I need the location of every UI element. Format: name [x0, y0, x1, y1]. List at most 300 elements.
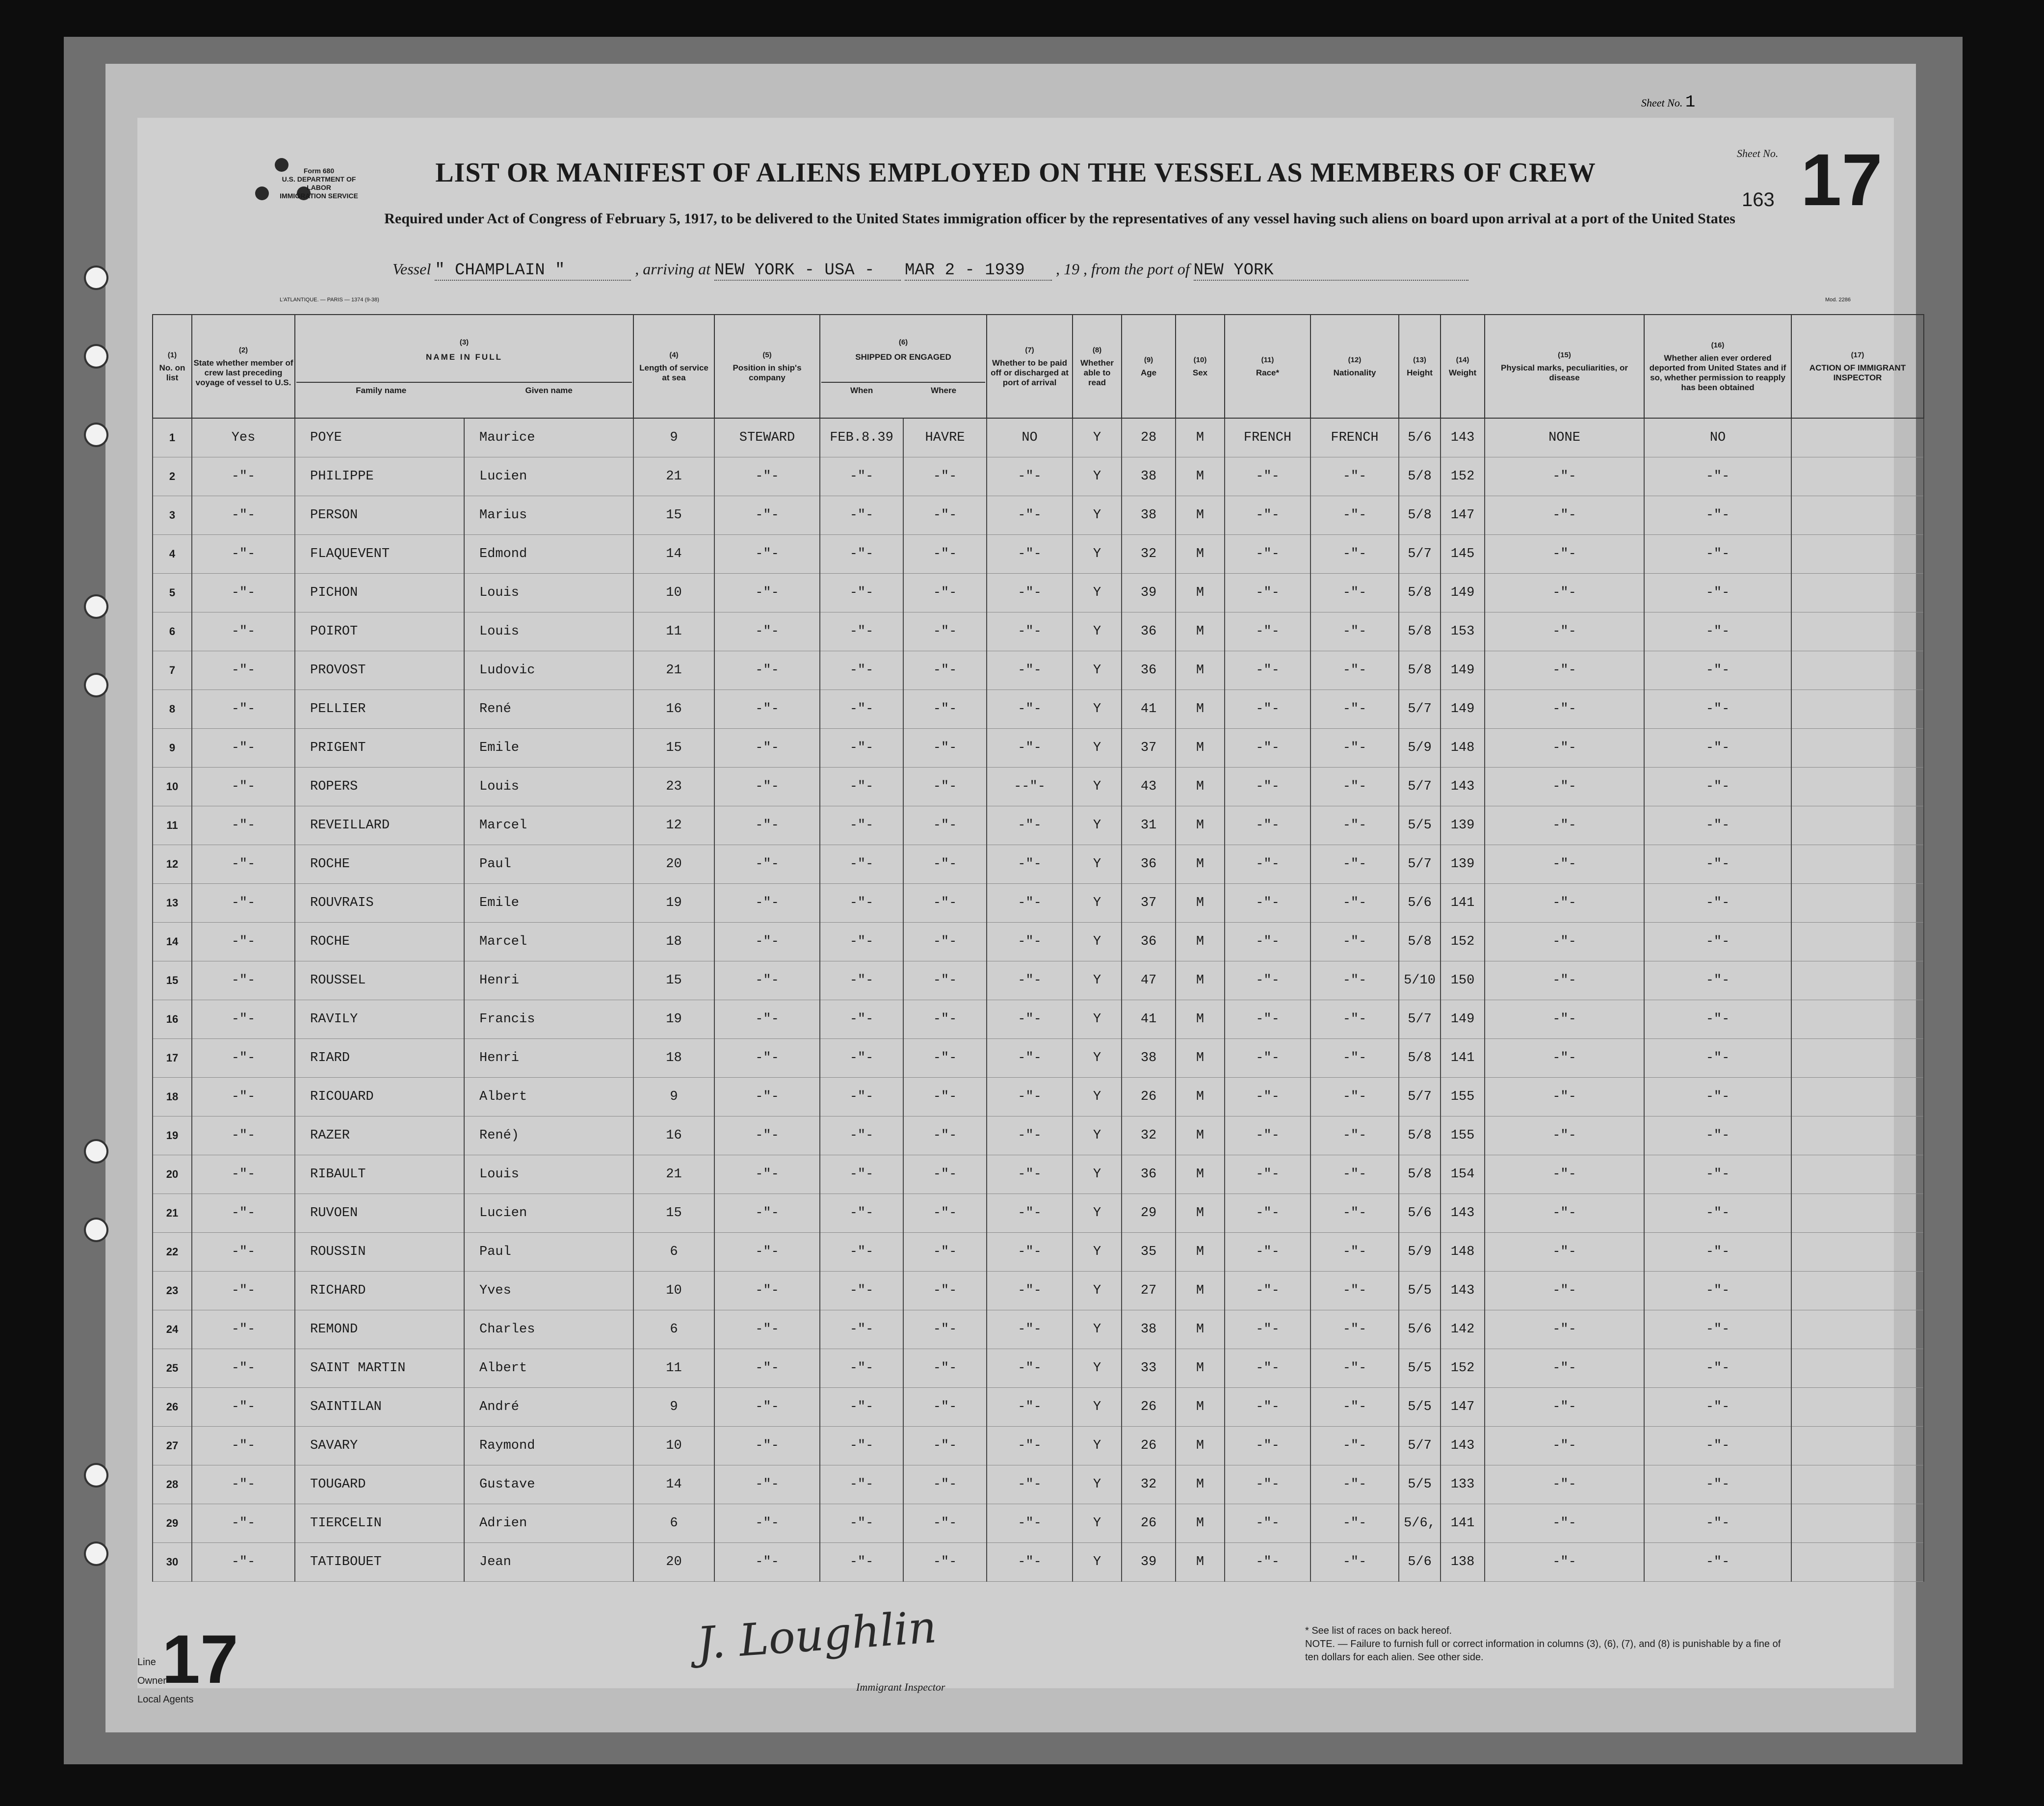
table-row — [153, 612, 1924, 651]
departure-port: NEW YORK — [1194, 261, 1468, 281]
position-cell: -"- — [714, 845, 820, 884]
age-cell: 26 — [1122, 1388, 1176, 1427]
races-note: * See list of races on back hereof. — [1305, 1625, 1452, 1636]
given-name-cell: Marius — [464, 496, 633, 535]
position-cell: -"- — [714, 457, 820, 496]
paid-off-cell: -"- — [987, 1310, 1073, 1349]
race-cell: -"- — [1225, 1543, 1310, 1582]
previous-voyage-cell: -"- — [192, 457, 295, 496]
position-cell: -"- — [714, 1039, 820, 1078]
service-length-cell: 21 — [633, 1155, 714, 1194]
inspector-action-cell — [1791, 1272, 1924, 1310]
height-cell: 5/8 — [1399, 612, 1441, 651]
sheet-number: Sheet No. — [1737, 147, 1779, 159]
table-row — [153, 1116, 1924, 1155]
family-name-cell: ROPERS — [295, 768, 464, 806]
paid-off-cell: -"- — [987, 574, 1073, 612]
service-length-cell: 14 — [633, 535, 714, 574]
service-length-cell: 11 — [633, 1349, 714, 1388]
sex-cell: M — [1176, 884, 1225, 923]
weight-cell: 149 — [1441, 690, 1485, 729]
weight-cell: 139 — [1441, 806, 1485, 845]
family-name-cell: PICHON — [295, 574, 464, 612]
deported-cell: -"- — [1644, 1388, 1791, 1427]
age-cell: 36 — [1122, 612, 1176, 651]
service-length-cell: 23 — [633, 768, 714, 806]
binder-hole — [86, 1465, 106, 1486]
manifest-page — [137, 118, 1906, 1705]
binder-hole — [86, 1141, 106, 1162]
race-cell: -"- — [1225, 1310, 1310, 1349]
position-cell: -"- — [714, 651, 820, 690]
table-row — [153, 923, 1924, 961]
physical-marks-cell: -"- — [1485, 1504, 1644, 1543]
sex-cell: M — [1176, 1388, 1225, 1427]
inspector-action-cell — [1791, 1388, 1924, 1427]
shipped-where-cell: -"- — [903, 1465, 987, 1504]
row-number-cell: 12 — [153, 845, 192, 884]
binder-hole — [86, 596, 106, 617]
inspector-action-cell — [1791, 1504, 1924, 1543]
physical-marks-cell: -"- — [1485, 845, 1644, 884]
race-cell: -"- — [1225, 1504, 1310, 1543]
shipped-where-cell: -"- — [903, 1427, 987, 1465]
race-cell: -"- — [1225, 1427, 1310, 1465]
sex-cell: M — [1176, 768, 1225, 806]
able-to-read-cell: Y — [1073, 1349, 1122, 1388]
table-row — [153, 845, 1924, 884]
col-no-header: (1) No. on list — [153, 315, 192, 418]
table-row — [153, 418, 1924, 457]
previous-voyage-cell: -"- — [192, 574, 295, 612]
inspector-action-cell — [1791, 923, 1924, 961]
col-previous-voyage-header: (2) State whether member of crew last preceding voyage of vessel to U.S. — [192, 315, 295, 418]
physical-marks-cell: -"- — [1485, 457, 1644, 496]
inspector-action-cell — [1791, 1039, 1924, 1078]
nationality-cell: -"- — [1310, 1310, 1399, 1349]
binder-hole — [86, 346, 106, 367]
age-cell: 39 — [1122, 1543, 1176, 1582]
physical-marks-cell: -"- — [1485, 496, 1644, 535]
race-cell: -"- — [1225, 1155, 1310, 1194]
height-cell: 5/10 — [1399, 961, 1441, 1000]
row-number-cell: 9 — [153, 729, 192, 768]
weight-cell: 150 — [1441, 961, 1485, 1000]
physical-marks-cell: -"- — [1485, 574, 1644, 612]
paid-off-cell: -"- — [987, 457, 1073, 496]
paid-off-cell: -"- — [987, 1000, 1073, 1039]
weight-cell: 155 — [1441, 1116, 1485, 1155]
deported-cell: -"- — [1644, 1504, 1791, 1543]
service-length-cell: 15 — [633, 496, 714, 535]
physical-marks-cell: -"- — [1485, 1233, 1644, 1272]
paid-off-cell: -"- — [987, 845, 1073, 884]
weight-cell: 148 — [1441, 729, 1485, 768]
table-row — [153, 1194, 1924, 1233]
height-cell: 5/7 — [1399, 535, 1441, 574]
physical-marks-cell: -"- — [1485, 1155, 1644, 1194]
sex-cell: M — [1176, 574, 1225, 612]
shipped-where-cell: -"- — [903, 690, 987, 729]
position-cell: -"- — [714, 1116, 820, 1155]
height-cell: 5/9 — [1399, 729, 1441, 768]
service-length-cell: 11 — [633, 612, 714, 651]
given-name-cell: René — [464, 690, 633, 729]
footer-sheet-stamp: 17 — [162, 1620, 238, 1698]
weight-cell: 149 — [1441, 651, 1485, 690]
nationality-cell: -"- — [1310, 923, 1399, 961]
shipped-where-cell: -"- — [903, 574, 987, 612]
race-cell: -"- — [1225, 845, 1310, 884]
physical-marks-cell: -"- — [1485, 1116, 1644, 1155]
paid-off-cell: -"- — [987, 1427, 1073, 1465]
previous-voyage-cell: -"- — [192, 729, 295, 768]
col-read-header: (8) Whether able to read — [1073, 315, 1122, 418]
paid-off-cell: -"- — [987, 1039, 1073, 1078]
family-name-header: Family name — [356, 385, 407, 395]
race-cell: -"- — [1225, 690, 1310, 729]
able-to-read-cell: Y — [1073, 1543, 1122, 1582]
service-length-cell: 19 — [633, 1000, 714, 1039]
crew-rows — [153, 418, 1924, 1582]
shipped-when-cell: -"- — [820, 1504, 903, 1543]
shipped-where-cell: -"- — [903, 457, 987, 496]
service-length-cell: 21 — [633, 651, 714, 690]
shipped-when-cell: FEB.8.39 — [820, 418, 903, 457]
given-name-cell: Paul — [464, 1233, 633, 1272]
row-number-cell: 11 — [153, 806, 192, 845]
previous-voyage-cell: -"- — [192, 1388, 295, 1427]
nationality-cell: -"- — [1310, 690, 1399, 729]
shipped-when-cell: -"- — [820, 845, 903, 884]
sex-cell: M — [1176, 806, 1225, 845]
shipped-where-cell: -"- — [903, 1388, 987, 1427]
owner-label: Owner — [137, 1675, 166, 1686]
able-to-read-cell: Y — [1073, 884, 1122, 923]
previous-voyage-cell: -"- — [192, 1194, 295, 1233]
paid-off-cell: -"- — [987, 1155, 1073, 1194]
race-cell: -"- — [1225, 1465, 1310, 1504]
inspector-action-cell — [1791, 651, 1924, 690]
shipped-when-cell: -"- — [820, 923, 903, 961]
given-name-cell: André — [464, 1388, 633, 1427]
binder-hole — [86, 1543, 106, 1564]
age-cell: 26 — [1122, 1504, 1176, 1543]
shipped-where-cell: -"- — [903, 1349, 987, 1388]
row-number-cell: 20 — [153, 1155, 192, 1194]
service-length-cell: 20 — [633, 1543, 714, 1582]
inspector-action-cell — [1791, 1116, 1924, 1155]
able-to-read-cell: Y — [1073, 1427, 1122, 1465]
deported-cell: -"- — [1644, 884, 1791, 923]
position-cell: -"- — [714, 535, 820, 574]
paid-off-cell: -"- — [987, 729, 1073, 768]
family-name-cell: TIERCELIN — [295, 1504, 464, 1543]
table-row — [153, 1388, 1924, 1427]
nationality-cell: -"- — [1310, 612, 1399, 651]
table-row — [153, 1504, 1924, 1543]
nationality-cell: -"- — [1310, 1000, 1399, 1039]
able-to-read-cell: Y — [1073, 768, 1122, 806]
able-to-read-cell: Y — [1073, 1039, 1122, 1078]
previous-voyage-cell: -"- — [192, 1465, 295, 1504]
family-name-cell: RICOUARD — [295, 1078, 464, 1116]
physical-marks-cell: -"- — [1485, 923, 1644, 961]
height-cell: 5/5 — [1399, 806, 1441, 845]
sex-cell: M — [1176, 923, 1225, 961]
given-name-cell: Louis — [464, 1155, 633, 1194]
binder-hole — [86, 1220, 106, 1240]
shipped-where-cell: -"- — [903, 884, 987, 923]
table-row — [153, 1427, 1924, 1465]
given-name-cell: René) — [464, 1116, 633, 1155]
paid-off-cell: -"- — [987, 690, 1073, 729]
row-number-cell: 5 — [153, 574, 192, 612]
race-cell: -"- — [1225, 768, 1310, 806]
given-name-cell: Francis — [464, 1000, 633, 1039]
height-cell: 5/8 — [1399, 1039, 1441, 1078]
footer-notes — [1305, 1624, 1796, 1664]
sex-cell: M — [1176, 1039, 1225, 1078]
row-number-cell: 30 — [153, 1543, 192, 1582]
able-to-read-cell: Y — [1073, 1194, 1122, 1233]
binder-hole — [86, 267, 106, 288]
race-cell: -"- — [1225, 1078, 1310, 1116]
race-cell: -"- — [1225, 806, 1310, 845]
inspector-action-cell — [1791, 1194, 1924, 1233]
physical-marks-cell: -"- — [1485, 651, 1644, 690]
age-cell: 33 — [1122, 1349, 1176, 1388]
table-row — [153, 574, 1924, 612]
age-cell: 36 — [1122, 923, 1176, 961]
able-to-read-cell: Y — [1073, 729, 1122, 768]
service-length-cell: 20 — [633, 845, 714, 884]
height-cell: 5/7 — [1399, 1000, 1441, 1039]
inspector-action-cell — [1791, 1310, 1924, 1349]
physical-marks-cell: -"- — [1485, 690, 1644, 729]
position-cell: -"- — [714, 1155, 820, 1194]
height-cell: 5/8 — [1399, 457, 1441, 496]
service-length-cell: 6 — [633, 1310, 714, 1349]
age-cell: 28 — [1122, 418, 1176, 457]
age-cell: 41 — [1122, 1000, 1176, 1039]
position-cell: -"- — [714, 1310, 820, 1349]
deported-cell: -"- — [1644, 1233, 1791, 1272]
deported-cell: -"- — [1644, 651, 1791, 690]
deported-cell: -"- — [1644, 729, 1791, 768]
service-length-cell: 9 — [633, 1078, 714, 1116]
header-row — [153, 315, 1924, 418]
sex-cell: M — [1176, 1000, 1225, 1039]
previous-voyage-cell: -"- — [192, 1427, 295, 1465]
nationality-cell: -"- — [1310, 768, 1399, 806]
nationality-cell: -"- — [1310, 1465, 1399, 1504]
family-name-cell: ROUSSIN — [295, 1233, 464, 1272]
race-cell: -"- — [1225, 961, 1310, 1000]
weight-cell: 143 — [1441, 1272, 1485, 1310]
race-cell: -"- — [1225, 1116, 1310, 1155]
able-to-read-cell: Y — [1073, 1272, 1122, 1310]
shipped-where-cell: -"- — [903, 923, 987, 961]
physical-marks-cell: -"- — [1485, 1194, 1644, 1233]
shipped-when-cell: -"- — [820, 1194, 903, 1233]
inspector-action-cell — [1791, 729, 1924, 768]
col-sex-header: (10) Sex — [1176, 315, 1225, 418]
col-nationality-header: (12) Nationality — [1310, 315, 1399, 418]
shipped-where-cell: -"- — [903, 768, 987, 806]
physical-marks-cell: -"- — [1485, 1388, 1644, 1427]
physical-marks-cell: -"- — [1485, 612, 1644, 651]
service-length-cell: 16 — [633, 690, 714, 729]
height-cell: 5/8 — [1399, 574, 1441, 612]
shipped-where-cell: -"- — [903, 1116, 987, 1155]
shipped-where-cell: -"- — [903, 496, 987, 535]
shipped-when-cell: -"- — [820, 1310, 903, 1349]
row-number-cell: 16 — [153, 1000, 192, 1039]
height-cell: 5/7 — [1399, 845, 1441, 884]
service-length-cell: 15 — [633, 961, 714, 1000]
previous-voyage-cell: -"- — [192, 923, 295, 961]
height-cell: 5/6 — [1399, 418, 1441, 457]
service-length-cell: 15 — [633, 729, 714, 768]
row-number-cell: 21 — [153, 1194, 192, 1233]
row-number-cell: 4 — [153, 535, 192, 574]
age-cell: 26 — [1122, 1427, 1176, 1465]
shipped-where-cell: -"- — [903, 729, 987, 768]
col-position-header: (5) Position in ship's company — [714, 315, 820, 418]
given-name-cell: Henri — [464, 961, 633, 1000]
able-to-read-cell: Y — [1073, 845, 1122, 884]
nationality-cell: -"- — [1310, 1078, 1399, 1116]
weight-cell: 139 — [1441, 845, 1485, 884]
weight-cell: 155 — [1441, 1078, 1485, 1116]
sex-cell: M — [1176, 496, 1225, 535]
sex-cell: M — [1176, 1272, 1225, 1310]
shipped-when-cell: -"- — [820, 1272, 903, 1310]
row-number-cell: 7 — [153, 651, 192, 690]
line-label: Line — [137, 1657, 156, 1668]
deported-cell: -"- — [1644, 768, 1791, 806]
shipped-where-cell: -"- — [903, 1000, 987, 1039]
paid-off-cell: -"- — [987, 1116, 1073, 1155]
vessel-line: Vessel " CHAMPLAIN " , arriving at NEW YORK - USA - MAR 2 - 1939 , 19 , from the port of NEW YORK — [393, 260, 1468, 281]
height-cell: 5/9 — [1399, 1233, 1441, 1272]
service-length-cell: 14 — [633, 1465, 714, 1504]
family-name-cell: SAVARY — [295, 1427, 464, 1465]
previous-voyage-cell: -"- — [192, 768, 295, 806]
row-number-cell: 22 — [153, 1233, 192, 1272]
nationality-cell: -"- — [1310, 729, 1399, 768]
binder-hole — [86, 675, 106, 695]
able-to-read-cell: Y — [1073, 651, 1122, 690]
table-row — [153, 729, 1924, 768]
deported-cell: -"- — [1644, 612, 1791, 651]
weight-cell: 143 — [1441, 1427, 1485, 1465]
able-to-read-cell: Y — [1073, 1078, 1122, 1116]
shipped-when-cell: -"- — [820, 1155, 903, 1194]
position-cell: -"- — [714, 1233, 820, 1272]
nationality-cell: -"- — [1310, 1504, 1399, 1543]
able-to-read-cell: Y — [1073, 1155, 1122, 1194]
family-name-cell: REMOND — [295, 1310, 464, 1349]
height-cell: 5/5 — [1399, 1349, 1441, 1388]
inspector-action-cell — [1791, 1078, 1924, 1116]
family-name-cell: RUVOEN — [295, 1194, 464, 1233]
physical-marks-cell: -"- — [1485, 535, 1644, 574]
paid-off-cell: -"- — [987, 1194, 1073, 1233]
shipped-where-cell: -"- — [903, 1078, 987, 1116]
weight-cell: 149 — [1441, 574, 1485, 612]
table-row — [153, 1155, 1924, 1194]
sex-cell: M — [1176, 1155, 1225, 1194]
inspector-signature: J. Loughlin — [695, 1601, 939, 1670]
shipped-when-cell: -"- — [820, 1039, 903, 1078]
row-number-cell: 2 — [153, 457, 192, 496]
sex-cell: M — [1176, 961, 1225, 1000]
inspector-action-cell — [1791, 768, 1924, 806]
nationality-cell: -"- — [1310, 806, 1399, 845]
able-to-read-cell: Y — [1073, 1116, 1122, 1155]
age-cell: 38 — [1122, 1039, 1176, 1078]
table-row — [153, 1039, 1924, 1078]
position-cell: -"- — [714, 1272, 820, 1310]
nationality-cell: -"- — [1310, 1155, 1399, 1194]
shipped-when-cell: -"- — [820, 1543, 903, 1582]
inspector-action-cell — [1791, 574, 1924, 612]
race-cell: -"- — [1225, 1000, 1310, 1039]
previous-voyage-cell: -"- — [192, 884, 295, 923]
given-name-cell: Maurice — [464, 418, 633, 457]
position-cell: -"- — [714, 690, 820, 729]
family-name-cell: ROCHE — [295, 845, 464, 884]
position-cell: STEWARD — [714, 418, 820, 457]
weight-cell: 138 — [1441, 1543, 1485, 1582]
family-name-cell: POIROT — [295, 612, 464, 651]
race-cell: -"- — [1225, 1272, 1310, 1310]
family-name-cell: FLAQUEVENT — [295, 535, 464, 574]
position-cell: -"- — [714, 768, 820, 806]
deported-cell: -"- — [1644, 1000, 1791, 1039]
weight-cell: 143 — [1441, 768, 1485, 806]
family-name-cell: ROCHE — [295, 923, 464, 961]
service-length-cell: 10 — [633, 574, 714, 612]
paid-off-cell: -"- — [987, 1543, 1073, 1582]
sex-cell: M — [1176, 1310, 1225, 1349]
weight-cell: 141 — [1441, 1504, 1485, 1543]
table-row — [153, 1465, 1924, 1504]
age-cell: 38 — [1122, 496, 1176, 535]
given-name-cell: Lucien — [464, 457, 633, 496]
nationality-cell: -"- — [1310, 1349, 1399, 1388]
able-to-read-cell: Y — [1073, 961, 1122, 1000]
form-mod: Mod. 2286 — [1825, 297, 1851, 303]
able-to-read-cell: Y — [1073, 690, 1122, 729]
shipped-when-cell: -"- — [820, 961, 903, 1000]
service-length-cell: 21 — [633, 457, 714, 496]
previous-voyage-cell: -"- — [192, 806, 295, 845]
sex-cell: M — [1176, 845, 1225, 884]
given-name-cell: Louis — [464, 574, 633, 612]
age-cell: 35 — [1122, 1233, 1176, 1272]
weight-cell: 141 — [1441, 884, 1485, 923]
family-name-cell: PELLIER — [295, 690, 464, 729]
col-action-header: (17) ACTION OF IMMIGRANT INSPECTOR — [1791, 315, 1924, 418]
col-name-header: (3) NAME IN FULL Family name Given name — [295, 315, 633, 418]
family-name-cell: ROUSSEL — [295, 961, 464, 1000]
age-cell: 36 — [1122, 845, 1176, 884]
deported-cell: NO — [1644, 418, 1791, 457]
paid-off-cell: -"- — [987, 961, 1073, 1000]
